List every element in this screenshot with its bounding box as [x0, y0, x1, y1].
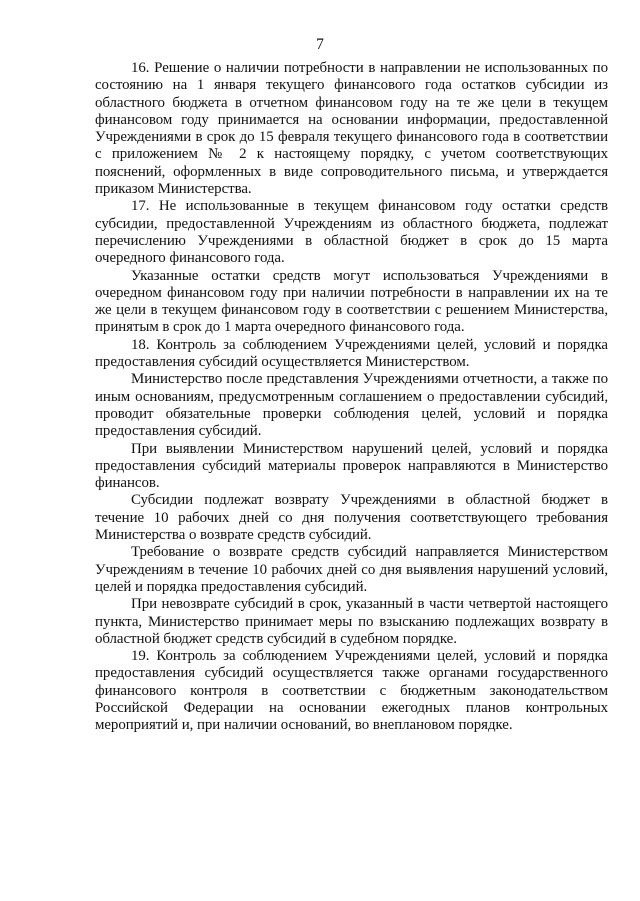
paragraph-16: 16. Решение о наличии потребности в направлении не использованных по состоянию на 1 января текущего финансового года остатков субсидии из областного бюджета в отчетном финансовом году на те же цели в текущем финансовом году принимается на основании информации, предоставленной Учреждениями в срок до 15 февраля текущего финансового года в соответствии с приложением № 2 к настоящему порядку, с учетом соответствующих пояснений, оформленных в виде сопроводительного письма, и утверждается приказом Министерства. [95, 60, 608, 198]
paragraph-18-refund: Субсидии подлежат возврату Учреждениями в областной бюджет в течение 10 рабочих дней со дня получения соответствующего требования Министерства о возврате средств субсидий. [95, 492, 608, 544]
paragraph-18: 18. Контроль за соблюдением Учреждениями целей, условий и порядка предоставления субсидий осуществляется Министерством. [95, 336, 608, 371]
paragraph-18-court-recovery: При невозврате субсидий в срок, указанный в части четвертой настоящего пункта, Министерство принимает меры по взысканию подлежащих возврату в областной бюджет средств субсидий в судебном порядке. [95, 596, 608, 647]
page-number: 7 [316, 36, 324, 53]
paragraph-17-remaining-funds: Указанные остатки средств могут использоваться Учреждениями в очередном финансовом году при наличии потребности в направлении их на те же цели в текущем финансовом году в соответствии с решением Министерства, принятым в срок до 1 марта очередного финансового года. [95, 267, 608, 336]
paragraph-18-inspections: Министерство после представления Учреждениями отчетности, а также по иным основаниям, предусмотренным соглашением о предоставлении субсидий, проводит обязательные проверки соблюдения целей, условий и порядка предоставления субсидий. [95, 371, 608, 440]
paragraph-18-violations: При выявлении Министерством нарушений целей, условий и порядка предоставления субсидий материалы проверок направляются в Министерство финансов. [95, 440, 608, 492]
paragraph-17: 17. Не использованные в текущем финансовом году остатки средств субсидии, предоставленной Учреждениям из областного бюджета, подлежат перечислению Учреждениями в областной бюджет в срок до 15 марта очередного финансового года. [95, 198, 608, 267]
paragraph-18-refund-request: Требование о возврате средств субсидий направляется Министерством Учреждениям в течение 10 рабочих дней со дня выявления нарушений условий, целей и порядка предоставления субсидий. [95, 544, 608, 595]
document-body [95, 60, 608, 735]
paragraph-19: 19. Контроль за соблюдением Учреждениями целей, условий и порядка предоставления субсидий осуществляется также органами государственного финансового контроля в соответствии с бюджетным законодательством Российской Федерации на основании ежегодных планов контрольных мероприятий и, при наличии оснований, во внеплановом порядке. [95, 648, 608, 734]
